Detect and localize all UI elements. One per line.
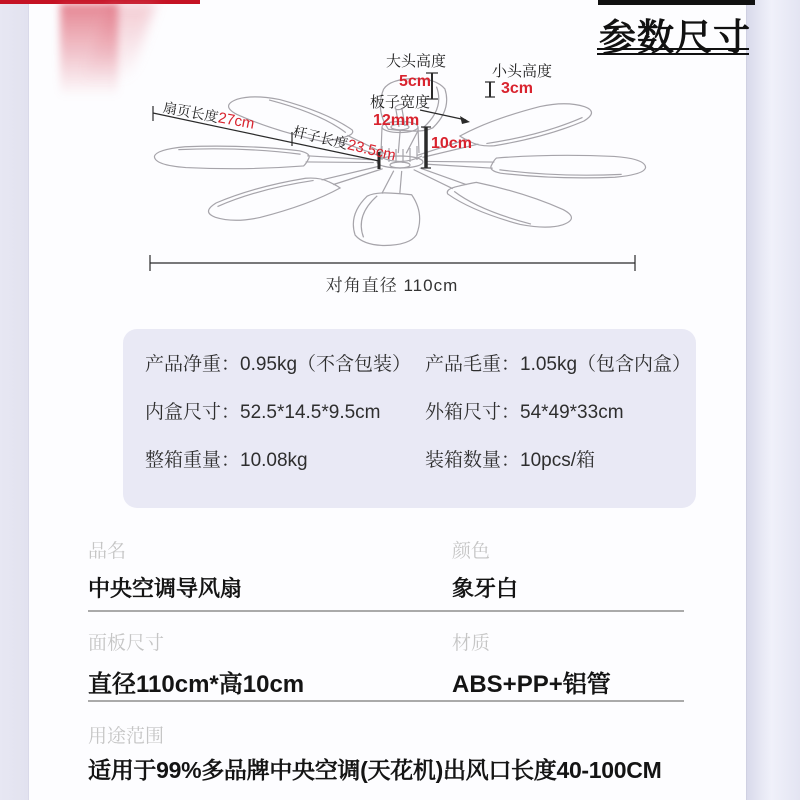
- dim-small-head-value: 3cm: [501, 80, 534, 97]
- spec-inner-box: 内盒尺寸：52.5*14.5*9.5cm: [145, 402, 381, 423]
- title-top-bar: [598, 0, 755, 5]
- dim-blade-length-label: 扇页长度: [161, 99, 220, 126]
- table-divider: [88, 610, 684, 612]
- field-material-label: 材质: [452, 633, 491, 654]
- packaging-spec-panel: [123, 329, 696, 508]
- field-panel-size-label: 面板尺寸: [88, 633, 165, 654]
- spec-net-weight: 产品净重：0.95kg（不含包装）: [145, 354, 412, 375]
- spec-outer-box: 外箱尺寸：54*49*33cm: [425, 402, 624, 423]
- dim-big-head-value: 5cm: [399, 73, 432, 90]
- field-usage-label: 用途范围: [88, 726, 165, 747]
- field-name-value: 中央空调导风扇: [88, 576, 243, 601]
- field-name-label: 品名: [88, 541, 127, 562]
- dim-board-width-label: 板子宽度: [370, 94, 431, 111]
- field-material-value: ABS+PP+铝管: [452, 671, 611, 698]
- table-divider: [88, 700, 684, 702]
- dim-board-width-value: 12mm: [373, 112, 420, 129]
- field-color-label: 颜色: [452, 541, 491, 562]
- spec-gross-weight: 产品毛重：1.05kg（包含内盒）: [425, 354, 692, 375]
- field-panel-size-value: 直径110cm*高10cm: [88, 671, 305, 698]
- spec-carton-qty: 装箱数量：10pcs/箱: [425, 450, 595, 471]
- spec-carton-weight: 整箱重量：10.08kg: [145, 450, 308, 471]
- page-margin-right: [746, 0, 800, 800]
- dim-diagonal-label: 对角直径 110cm: [325, 276, 459, 295]
- dim-big-head-label: 大头高度: [386, 53, 447, 70]
- field-color-value: 象牙白: [452, 576, 519, 601]
- page-title: 参数尺寸: [599, 17, 751, 58]
- dim-hub-height-value: 10cm: [431, 135, 472, 152]
- dim-blade-length-value: 27cm: [216, 109, 256, 133]
- dim-small-head-label: 小头高度: [492, 63, 553, 80]
- dim-rod-length-value: 23.5cm: [345, 136, 398, 165]
- page-margin-left: [0, 0, 29, 800]
- field-usage-value: 适用于99%多品牌中央空调(天花机)出风口长度40-100CM: [88, 757, 662, 783]
- dim-rod-length-label: 杆子长度: [291, 123, 350, 152]
